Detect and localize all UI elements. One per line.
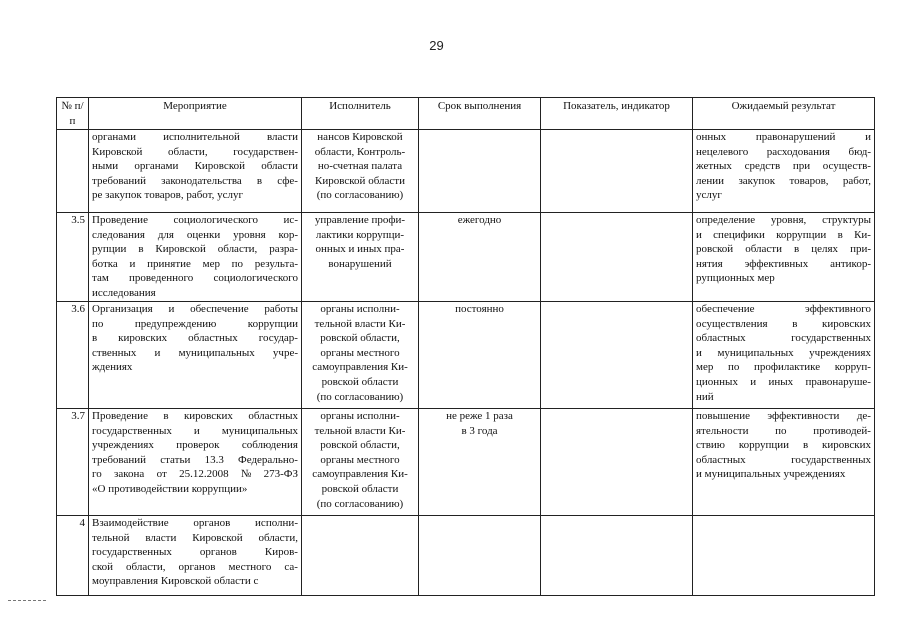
event-line: Проведение социологического ис- bbox=[92, 214, 298, 226]
event-line: моуправления Кировской области с bbox=[92, 575, 259, 588]
event-line: ской области, органов местного са- bbox=[92, 560, 298, 573]
result-line: ний bbox=[696, 390, 714, 403]
result-line: онных правонарушений и bbox=[696, 131, 871, 143]
result-line: жетных средств при осуществ- bbox=[696, 160, 871, 173]
event-line: по предупреждению коррупции bbox=[92, 317, 298, 330]
header-indicator: Показатель, индикатор bbox=[541, 98, 693, 130]
event-cell bbox=[89, 213, 302, 302]
event-line: ботка и принятие мер по результа- bbox=[92, 257, 298, 270]
header-num: № п/п bbox=[57, 98, 89, 130]
result-line: нятия эффективных антикор- bbox=[696, 257, 871, 270]
executor-cell bbox=[302, 516, 419, 596]
event-line: Взаимодействие органов исполни- bbox=[92, 517, 298, 529]
executor-line: ровской области, bbox=[320, 439, 400, 452]
event-line: ственных и муниципальных учре- bbox=[92, 346, 298, 359]
event-line: «О противодействии коррупции» bbox=[92, 482, 248, 495]
result-line: ятельности по противодей- bbox=[696, 424, 871, 437]
result-line: обеспечение эффективного bbox=[696, 303, 871, 315]
row-number: 3.6 bbox=[57, 302, 89, 409]
result-line: нецелевого расходования бюд- bbox=[696, 145, 871, 158]
row-number: 3.7 bbox=[57, 409, 89, 516]
executor-line: органы исполни- bbox=[320, 303, 400, 315]
measures-table bbox=[56, 97, 875, 596]
executor-line: тельной власти Ки- bbox=[314, 424, 406, 437]
executor-line: органы местного bbox=[320, 453, 400, 466]
event-line: ными органами Кировской области bbox=[92, 160, 298, 173]
executor-cell bbox=[302, 130, 419, 213]
row-number: 3.5 bbox=[57, 213, 89, 302]
result-line: определение уровня, структуры bbox=[696, 214, 871, 226]
table-body bbox=[57, 130, 875, 596]
header-event: Мероприятие bbox=[89, 98, 302, 130]
table-header-row bbox=[57, 98, 875, 130]
executor-line: Кировской области bbox=[315, 174, 405, 187]
result-cell bbox=[693, 130, 875, 213]
event-line: ре закупок товаров, работ, услуг bbox=[92, 189, 244, 202]
result-cell bbox=[693, 516, 875, 596]
indicator-cell bbox=[541, 302, 693, 409]
header-executor: Исполнитель bbox=[302, 98, 419, 130]
row-number bbox=[57, 130, 89, 213]
event-line: государственных органов Киров- bbox=[92, 546, 298, 559]
result-line: мер по профилактике корруп- bbox=[696, 361, 871, 374]
executor-line: но-счетная палата bbox=[317, 160, 403, 173]
term-line: в 3 года bbox=[461, 424, 498, 437]
event-cell bbox=[89, 516, 302, 596]
executor-line: тельной власти Ки- bbox=[314, 317, 406, 330]
header-result: Ожидаемый результат bbox=[693, 98, 875, 130]
result-line: областных государственных bbox=[696, 453, 871, 466]
term-cell bbox=[419, 516, 541, 596]
result-line: и муниципальных учреждениях bbox=[696, 346, 871, 359]
event-line: Организация и обеспечение работы bbox=[92, 303, 298, 315]
event-line: там проведенного социологического bbox=[92, 272, 298, 285]
result-line: ционных и иных правонаруше- bbox=[696, 375, 871, 388]
event-line: тельной власти Кировской области, bbox=[92, 531, 298, 544]
result-line: повышение эффективности де- bbox=[696, 410, 871, 422]
event-line: следования для оценки уровня кор- bbox=[92, 228, 298, 241]
page-number: 29 bbox=[429, 38, 444, 53]
result-line: осуществления в кировских bbox=[696, 317, 871, 330]
event-line: ждениях bbox=[92, 361, 133, 374]
result-cell bbox=[693, 213, 875, 302]
executor-line: онных и иных пра- bbox=[315, 243, 405, 256]
table-row bbox=[57, 516, 875, 596]
event-cell bbox=[89, 130, 302, 213]
event-line: учреждениях проверок соблюдения bbox=[92, 439, 298, 452]
term-cell bbox=[419, 409, 541, 516]
executor-line: самоуправления Ки- bbox=[312, 361, 408, 374]
indicator-cell bbox=[541, 516, 693, 596]
executor-line: ровской области bbox=[321, 482, 399, 495]
event-line: Кировской области, государствен- bbox=[92, 145, 298, 158]
executor-line: органы исполни- bbox=[320, 410, 400, 422]
executor-line: (по согласованию) bbox=[316, 189, 404, 202]
event-line: в кировских областных государ- bbox=[92, 332, 298, 345]
executor-line: ровской области, bbox=[320, 332, 400, 345]
event-line: государственных и муниципальных bbox=[92, 424, 298, 437]
executor-cell bbox=[302, 409, 419, 516]
margin-dash bbox=[8, 600, 46, 601]
table-row bbox=[57, 409, 875, 516]
executor-cell bbox=[302, 302, 419, 409]
executor-line: (по согласованию) bbox=[316, 390, 404, 403]
event-line: исследования bbox=[92, 286, 156, 299]
table-row bbox=[57, 213, 875, 302]
result-line: и муниципальных учреждениях bbox=[696, 468, 846, 481]
result-line: лении закупок товаров, работ, bbox=[696, 174, 871, 187]
term-cell bbox=[419, 302, 541, 409]
event-line: го закона от 25.12.2008 № 273-ФЗ bbox=[92, 468, 298, 481]
event-cell bbox=[89, 409, 302, 516]
indicator-cell bbox=[541, 213, 693, 302]
result-line: рупционных мер bbox=[696, 272, 775, 285]
executor-line: (по согласованию) bbox=[316, 497, 404, 510]
result-line: услуг bbox=[696, 189, 722, 202]
term-cell bbox=[419, 213, 541, 302]
executor-line: вонарушений bbox=[328, 257, 392, 270]
event-cell bbox=[89, 302, 302, 409]
result-line: и специфики коррупции в Ки- bbox=[696, 228, 871, 241]
result-line: ровской области в целях при- bbox=[696, 243, 871, 256]
term-line: постоянно bbox=[455, 303, 504, 315]
row-number: 4 bbox=[57, 516, 89, 596]
result-cell bbox=[693, 409, 875, 516]
table-row bbox=[57, 302, 875, 409]
indicator-cell bbox=[541, 409, 693, 516]
term-line: не реже 1 раза bbox=[446, 410, 513, 422]
term-line: ежегодно bbox=[457, 214, 502, 226]
executor-line: лактики коррупци- bbox=[315, 228, 405, 241]
executor-line: ровской области bbox=[321, 375, 399, 388]
header-term: Срок выполнения bbox=[419, 98, 541, 130]
result-cell bbox=[693, 302, 875, 409]
event-line: требований законодательства в сфе- bbox=[92, 174, 298, 187]
event-line: рупции в Кировской области, разра- bbox=[92, 243, 298, 256]
result-line: областных государственных bbox=[696, 332, 871, 345]
table-row bbox=[57, 130, 875, 213]
event-line: органами исполнительной власти bbox=[92, 131, 298, 143]
event-line: Проведение в кировских областных bbox=[92, 410, 298, 422]
executor-line: самоуправления Ки- bbox=[312, 468, 408, 481]
executor-line: управление профи- bbox=[314, 214, 406, 226]
indicator-cell bbox=[541, 130, 693, 213]
executor-line: нансов Кировской bbox=[317, 131, 403, 143]
executor-line: органы местного bbox=[320, 346, 400, 359]
event-line: требований статьи 13.3 Федерально- bbox=[92, 453, 298, 466]
executor-cell bbox=[302, 213, 419, 302]
result-line: ствию коррупции в кировских bbox=[696, 439, 871, 452]
executor-line: области, Контроль- bbox=[314, 145, 406, 158]
term-cell bbox=[419, 130, 541, 213]
